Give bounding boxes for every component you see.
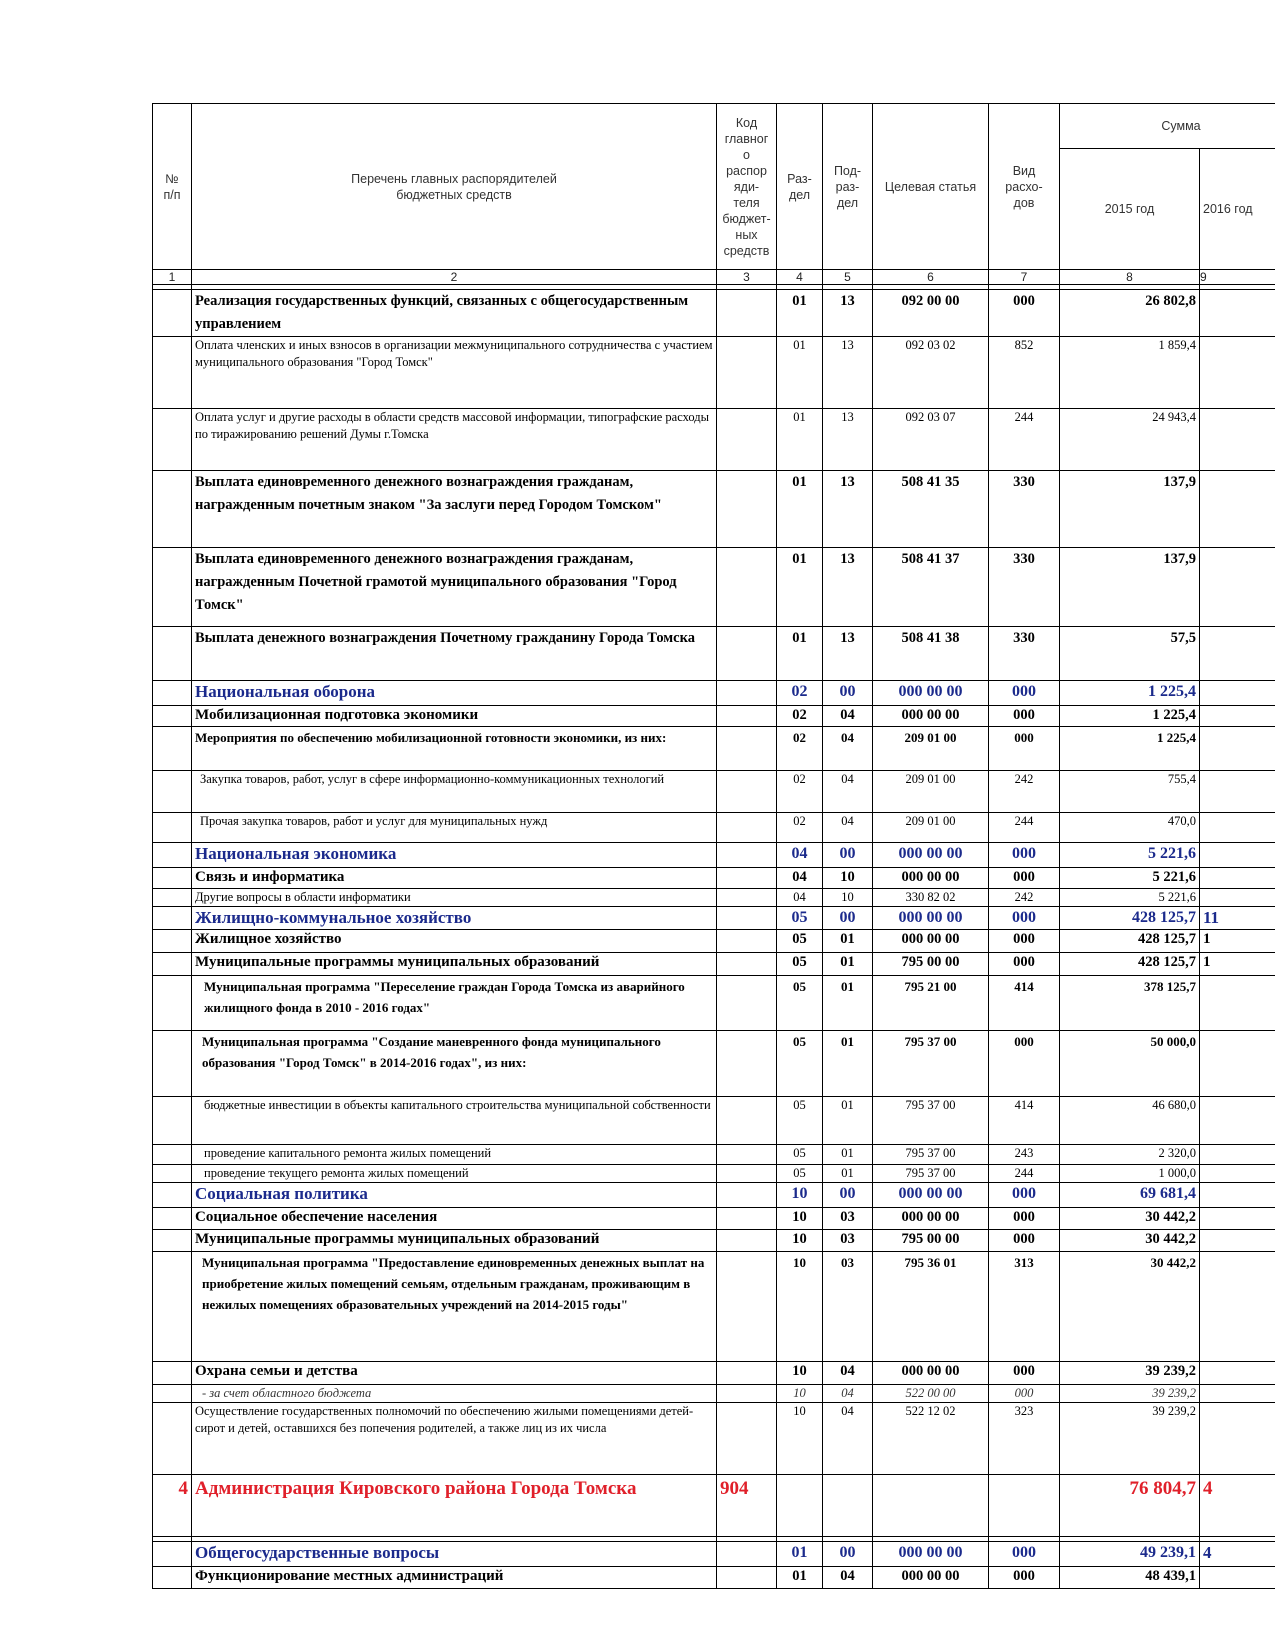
row-podrazdel: 01 <box>823 1097 873 1145</box>
colnum-cell: 1 <box>153 270 192 285</box>
row-sum-2015: 57,5 <box>1060 627 1200 681</box>
table-row <box>153 1362 1275 1385</box>
row-podrazdel: 00 <box>823 1183 873 1208</box>
row-cs: 000 00 00 <box>873 706 989 727</box>
row-vid: 243 <box>989 1145 1060 1165</box>
row-vid: 242 <box>989 771 1060 813</box>
row-name: проведение капитального ремонта жилых помещений <box>192 1145 717 1165</box>
row-vid: 244 <box>989 1165 1060 1183</box>
row-cs: 209 01 00 <box>873 771 989 813</box>
row-name: Национальная экономика <box>192 843 717 868</box>
row-vid: 414 <box>989 976 1060 1031</box>
row-sum-2015: 1 859,4 <box>1060 337 1200 409</box>
row-vid: 000 <box>989 290 1060 337</box>
row-cs: 092 03 07 <box>873 409 989 471</box>
row-razdel: 10 <box>777 1362 823 1385</box>
row-vid: 000 <box>989 930 1060 953</box>
row-razdel: 10 <box>777 1183 823 1208</box>
row-vid: 000 <box>989 1208 1060 1230</box>
table-row <box>153 1567 1275 1589</box>
row-razdel: 01 <box>777 548 823 627</box>
row-razdel: 02 <box>777 771 823 813</box>
row-sum-2016: 1 <box>1200 953 1275 976</box>
row-name: Муниципальная программа "Переселение граждан Города Томска из аварийного жилищного фонда в 2010 - 2016 годах" <box>192 976 717 1031</box>
row-cs: 000 00 00 <box>873 1208 989 1230</box>
row-sum-2015: 30 442,2 <box>1060 1230 1200 1252</box>
table-row <box>153 843 1275 868</box>
row-vid: 244 <box>989 409 1060 471</box>
table-row <box>153 1230 1275 1252</box>
row-name: Закупка товаров, работ, услуг в сфере информационно-коммуникационных технологий <box>192 771 717 813</box>
row-name: Реализация государственных функций, связанных с общегосударственным управлением <box>192 290 717 337</box>
row-name: Прочая закупка товаров, работ и услуг для муниципальных нужд <box>192 813 717 843</box>
row-razdel: 05 <box>777 907 823 930</box>
row-podrazdel: 10 <box>823 889 873 907</box>
row-razdel: 01 <box>777 471 823 548</box>
row-cs: 522 00 00 <box>873 1385 989 1403</box>
row-cs: 795 21 00 <box>873 976 989 1031</box>
row-name: проведение текущего ремонта жилых помещений <box>192 1165 717 1183</box>
row-name: Муниципальная программа "Создание маневренного фонда муниципального образования "Город Томск" в 2014-2016 годах", из них: <box>192 1031 717 1097</box>
row-sum-2015: 1 000,0 <box>1060 1165 1200 1183</box>
row-podrazdel: 01 <box>823 930 873 953</box>
row-razdel: 05 <box>777 976 823 1031</box>
row-sum-2015: 137,9 <box>1060 471 1200 548</box>
row-podrazdel: 01 <box>823 1165 873 1183</box>
row-name: Жилищно-коммунальное хозяйство <box>192 907 717 930</box>
row-vid: 852 <box>989 337 1060 409</box>
row-cs: 795 37 00 <box>873 1031 989 1097</box>
row-name: Муниципальная программа "Предоставление единовременных денежных выплат на приобретение жилых помещений семьям, отдельным гражданам, проживающим в нежилых помещениях образовательных учреждений на 2014-2015 годы" <box>192 1252 717 1362</box>
row-razdel: 05 <box>777 930 823 953</box>
col-2016-header: 2016 год <box>1200 149 1275 270</box>
table-row <box>153 771 1275 813</box>
row-podrazdel: 04 <box>823 771 873 813</box>
table-row <box>153 290 1275 337</box>
row-razdel: 04 <box>777 843 823 868</box>
row-razdel: 01 <box>777 1542 823 1567</box>
row-razdel: 02 <box>777 813 823 843</box>
row-name: Функционирование местных администраций <box>192 1567 717 1589</box>
table-row <box>153 471 1275 548</box>
row-sum-2015: 24 943,4 <box>1060 409 1200 471</box>
row-sum-2016: 1 <box>1200 930 1275 953</box>
row-name: Мобилизационная подготовка экономики <box>192 706 717 727</box>
table-row <box>153 976 1275 1031</box>
row-podrazdel: 03 <box>823 1230 873 1252</box>
row-cs: 000 00 00 <box>873 843 989 868</box>
row-podrazdel: 10 <box>823 868 873 889</box>
row-vid: 000 <box>989 1230 1060 1252</box>
row-razdel: 10 <box>777 1385 823 1403</box>
row-podrazdel: 00 <box>823 1542 873 1567</box>
row-razdel: 10 <box>777 1208 823 1230</box>
col-2015-header: 2015 год <box>1060 149 1200 270</box>
col-kod-header: Код главног о распор яди- теля бюджет- ных средств <box>717 104 777 270</box>
table-row <box>153 1252 1275 1362</box>
row-podrazdel: 04 <box>823 1385 873 1403</box>
row-name: Муниципальные программы муниципальных образований <box>192 1230 717 1252</box>
row-podrazdel: 01 <box>823 953 873 976</box>
row-vid: 414 <box>989 1097 1060 1145</box>
row-sum-2015: 1 225,4 <box>1060 727 1200 771</box>
row-cs: 508 41 38 <box>873 627 989 681</box>
col-vid-header: Вид расхо- дов <box>989 104 1060 270</box>
row-podrazdel: 03 <box>823 1252 873 1362</box>
row-cs: 000 00 00 <box>873 930 989 953</box>
row-vid: 000 <box>989 1031 1060 1097</box>
row-razdel: 10 <box>777 1230 823 1252</box>
table-row <box>153 1183 1275 1208</box>
row-razdel: 01 <box>777 409 823 471</box>
colnum-cell: 3 <box>717 270 777 285</box>
row-cs: 092 03 02 <box>873 337 989 409</box>
row-vid: 000 <box>989 727 1060 771</box>
row-name: Осуществление государственных полномочий по обеспечению жилыми помещениями детей-сирот и детей, оставшихся без попечения родителей, а также лиц из их числа <box>192 1403 717 1475</box>
row-razdel: 05 <box>777 1165 823 1183</box>
row-razdel: 02 <box>777 706 823 727</box>
row-name: Администрация Кировского района Города Томска <box>192 1475 717 1537</box>
table-row <box>153 409 1275 471</box>
row-vid: 000 <box>989 681 1060 706</box>
row-name: Национальная оборона <box>192 681 717 706</box>
row-sum-2015: 470,0 <box>1060 813 1200 843</box>
table-row <box>153 1097 1275 1145</box>
row-name: Муниципальные программы муниципальных образований <box>192 953 717 976</box>
row-podrazdel: 04 <box>823 727 873 771</box>
row-sum-2015: 428 125,7 <box>1060 907 1200 930</box>
row-vid: 000 <box>989 953 1060 976</box>
colnum-cell: 7 <box>989 270 1060 285</box>
row-sum-2015: 49 239,1 <box>1060 1542 1200 1567</box>
row-name: Жилищное хозяйство <box>192 930 717 953</box>
table-row <box>153 706 1275 727</box>
row-vid: 000 <box>989 1542 1060 1567</box>
row-vid: 000 <box>989 1567 1060 1589</box>
col-summa-header: Сумма <box>1060 104 1275 149</box>
row-cs: 795 37 00 <box>873 1165 989 1183</box>
row-vid: 000 <box>989 907 1060 930</box>
row-sum-2015: 46 680,0 <box>1060 1097 1200 1145</box>
row-podrazdel: 00 <box>823 907 873 930</box>
row-cs: 092 00 00 <box>873 290 989 337</box>
row-sum-2016: 4 <box>1200 1475 1275 1537</box>
row-razdel: 05 <box>777 1031 823 1097</box>
row-sum-2015: 30 442,2 <box>1060 1208 1200 1230</box>
row-podrazdel: 01 <box>823 1145 873 1165</box>
table-row <box>153 727 1275 771</box>
row-cs: 000 00 00 <box>873 1542 989 1567</box>
row-name: Выплата денежного вознаграждения Почетному гражданину Города Томска <box>192 627 717 681</box>
row-sum-2015: 26 802,8 <box>1060 290 1200 337</box>
row-sum-2016: 11 <box>1200 907 1275 930</box>
row-cs: 795 00 00 <box>873 1230 989 1252</box>
row-cs: 000 00 00 <box>873 1362 989 1385</box>
row-sum-2015: 48 439,1 <box>1060 1567 1200 1589</box>
row-razdel: 10 <box>777 1252 823 1362</box>
row-vid: 242 <box>989 889 1060 907</box>
row-vid: 323 <box>989 1403 1060 1475</box>
row-sum-2015: 137,9 <box>1060 548 1200 627</box>
col-cs-header: Целевая статья <box>873 104 989 270</box>
row-sum-2015: 5 221,6 <box>1060 868 1200 889</box>
row-podrazdel: 00 <box>823 843 873 868</box>
row-podrazdel: 00 <box>823 681 873 706</box>
col-num-header: № п/п <box>153 104 192 270</box>
row-razdel: 01 <box>777 1567 823 1589</box>
column-numbers-row <box>153 270 1275 285</box>
row-name: Охрана семьи и детства <box>192 1362 717 1385</box>
row-cs: 209 01 00 <box>873 813 989 843</box>
row-cs: 795 36 01 <box>873 1252 989 1362</box>
row-razdel: 05 <box>777 1097 823 1145</box>
row-name: Мероприятия по обеспечению мобилизационной готовности экономики, из них: <box>192 727 717 771</box>
row-name: Оплата членских и иных взносов в организации межмуниципального сотрудничества с участием муниципального образования "Город Томск" <box>192 337 717 409</box>
header-row <box>153 104 1275 149</box>
row-vid: 330 <box>989 548 1060 627</box>
row-vid: 330 <box>989 471 1060 548</box>
table-row <box>153 1208 1275 1230</box>
row-sum-2015: 1 225,4 <box>1060 681 1200 706</box>
row-cs: 000 00 00 <box>873 1567 989 1589</box>
table-row <box>153 1145 1275 1165</box>
budget-table <box>152 103 1275 1589</box>
row-cs: 508 41 37 <box>873 548 989 627</box>
row-sum-2015: 76 804,7 <box>1060 1475 1200 1537</box>
row-sum-2015: 39 239,2 <box>1060 1403 1200 1475</box>
row-cs: 795 37 00 <box>873 1145 989 1165</box>
row-sum-2015: 755,4 <box>1060 771 1200 813</box>
row-name: бюджетные инвестиции в объекты капитального строительства муниципальной собственности <box>192 1097 717 1145</box>
row-name: Другие вопросы в области информатики <box>192 889 717 907</box>
row-podrazdel: 01 <box>823 976 873 1031</box>
row-podrazdel: 04 <box>823 813 873 843</box>
row-podrazdel: 04 <box>823 1403 873 1475</box>
row-name: Выплата единовременного денежного вознаграждения гражданам, награжденным Почетной грамотой муниципального образования "Город Томск" <box>192 548 717 627</box>
table-row <box>153 1542 1275 1567</box>
col-razdel-header: Раз- дел <box>777 104 823 270</box>
colnum-cell: 2 <box>192 270 717 285</box>
table-row <box>153 681 1275 706</box>
row-cs: 330 82 02 <box>873 889 989 907</box>
row-sum-2015: 428 125,7 <box>1060 930 1200 953</box>
row-cs: 000 00 00 <box>873 1183 989 1208</box>
table-row <box>153 953 1275 976</box>
row-sum-2015: 1 225,4 <box>1060 706 1200 727</box>
row-sum-2016: 4 <box>1200 1542 1275 1567</box>
row-podrazdel: 13 <box>823 471 873 548</box>
row-name: - за счет областного бюджета <box>192 1385 717 1403</box>
row-cs: 209 01 00 <box>873 727 989 771</box>
row-razdel: 02 <box>777 681 823 706</box>
row-name: Оплата услуг и другие расходы в области средств массовой информации, типографские расходы по тиражированию решений Думы г.Томска <box>192 409 717 471</box>
row-sum-2015: 5 221,6 <box>1060 889 1200 907</box>
row-vid: 000 <box>989 843 1060 868</box>
row-cs: 000 00 00 <box>873 681 989 706</box>
row-podrazdel: 13 <box>823 548 873 627</box>
row-name: Общегосударственные вопросы <box>192 1542 717 1567</box>
table-row <box>153 1031 1275 1097</box>
row-sum-2015: 428 125,7 <box>1060 953 1200 976</box>
row-podrazdel: 04 <box>823 1567 873 1589</box>
row-podrazdel: 13 <box>823 627 873 681</box>
row-razdel: 10 <box>777 1403 823 1475</box>
row-cs: 795 00 00 <box>873 953 989 976</box>
row-podrazdel: 04 <box>823 706 873 727</box>
row-name: Выплата единовременного денежного вознаграждения гражданам, награжденным почетным знаком "За заслуги перед Городом Томском" <box>192 471 717 548</box>
row-sum-2015: 50 000,0 <box>1060 1031 1200 1097</box>
row-sum-2015: 5 221,6 <box>1060 843 1200 868</box>
row-name: Связь и информатика <box>192 868 717 889</box>
row-razdel: 01 <box>777 627 823 681</box>
table-row <box>153 868 1275 889</box>
colnum-cell: 9 <box>1200 270 1275 285</box>
table-row <box>153 548 1275 627</box>
row-sum-2015: 378 125,7 <box>1060 976 1200 1031</box>
colnum-cell: 4 <box>777 270 823 285</box>
row-sum-2015: 2 320,0 <box>1060 1145 1200 1165</box>
row-sum-2015: 39 239,2 <box>1060 1385 1200 1403</box>
row-razdel: 04 <box>777 868 823 889</box>
row-num: 4 <box>153 1475 192 1537</box>
row-cs: 000 00 00 <box>873 907 989 930</box>
colnum-cell: 8 <box>1060 270 1200 285</box>
table-row <box>153 337 1275 409</box>
row-razdel: 04 <box>777 889 823 907</box>
row-podrazdel: 13 <box>823 290 873 337</box>
row-razdel: 05 <box>777 1145 823 1165</box>
table-row-administration <box>153 1475 1275 1537</box>
row-name: Социальная политика <box>192 1183 717 1208</box>
row-cs: 000 00 00 <box>873 868 989 889</box>
col-name-header: Перечень главных распорядителей бюджетных средств <box>192 104 717 270</box>
row-cs: 795 37 00 <box>873 1097 989 1145</box>
row-sum-2015: 30 442,2 <box>1060 1252 1200 1362</box>
row-cs: 508 41 35 <box>873 471 989 548</box>
row-podrazdel: 01 <box>823 1031 873 1097</box>
row-vid: 000 <box>989 706 1060 727</box>
row-razdel: 02 <box>777 727 823 771</box>
row-vid: 000 <box>989 868 1060 889</box>
table-row <box>153 1165 1275 1183</box>
row-razdel: 01 <box>777 290 823 337</box>
colnum-cell: 5 <box>823 270 873 285</box>
row-vid: 000 <box>989 1385 1060 1403</box>
table-row <box>153 930 1275 953</box>
row-vid: 244 <box>989 813 1060 843</box>
row-vid: 313 <box>989 1252 1060 1362</box>
row-cs: 522 12 02 <box>873 1403 989 1475</box>
row-sum-2015: 39 239,2 <box>1060 1362 1200 1385</box>
row-podrazdel: 03 <box>823 1208 873 1230</box>
row-name: Социальное обеспечение населения <box>192 1208 717 1230</box>
row-podrazdel: 13 <box>823 409 873 471</box>
row-kod: 904 <box>717 1475 777 1537</box>
row-podrazdel: 13 <box>823 337 873 409</box>
colnum-cell: 6 <box>873 270 989 285</box>
table-row <box>153 627 1275 681</box>
table-row <box>153 1403 1275 1475</box>
row-razdel: 01 <box>777 337 823 409</box>
row-razdel: 05 <box>777 953 823 976</box>
row-podrazdel: 04 <box>823 1362 873 1385</box>
table-row <box>153 813 1275 843</box>
table-row <box>153 907 1275 930</box>
table-row <box>153 1385 1275 1403</box>
row-sum-2015: 69 681,4 <box>1060 1183 1200 1208</box>
table-row <box>153 889 1275 907</box>
col-podrazdel-header: Под- раз- дел <box>823 104 873 270</box>
row-vid: 000 <box>989 1183 1060 1208</box>
row-vid: 000 <box>989 1362 1060 1385</box>
row-vid: 330 <box>989 627 1060 681</box>
